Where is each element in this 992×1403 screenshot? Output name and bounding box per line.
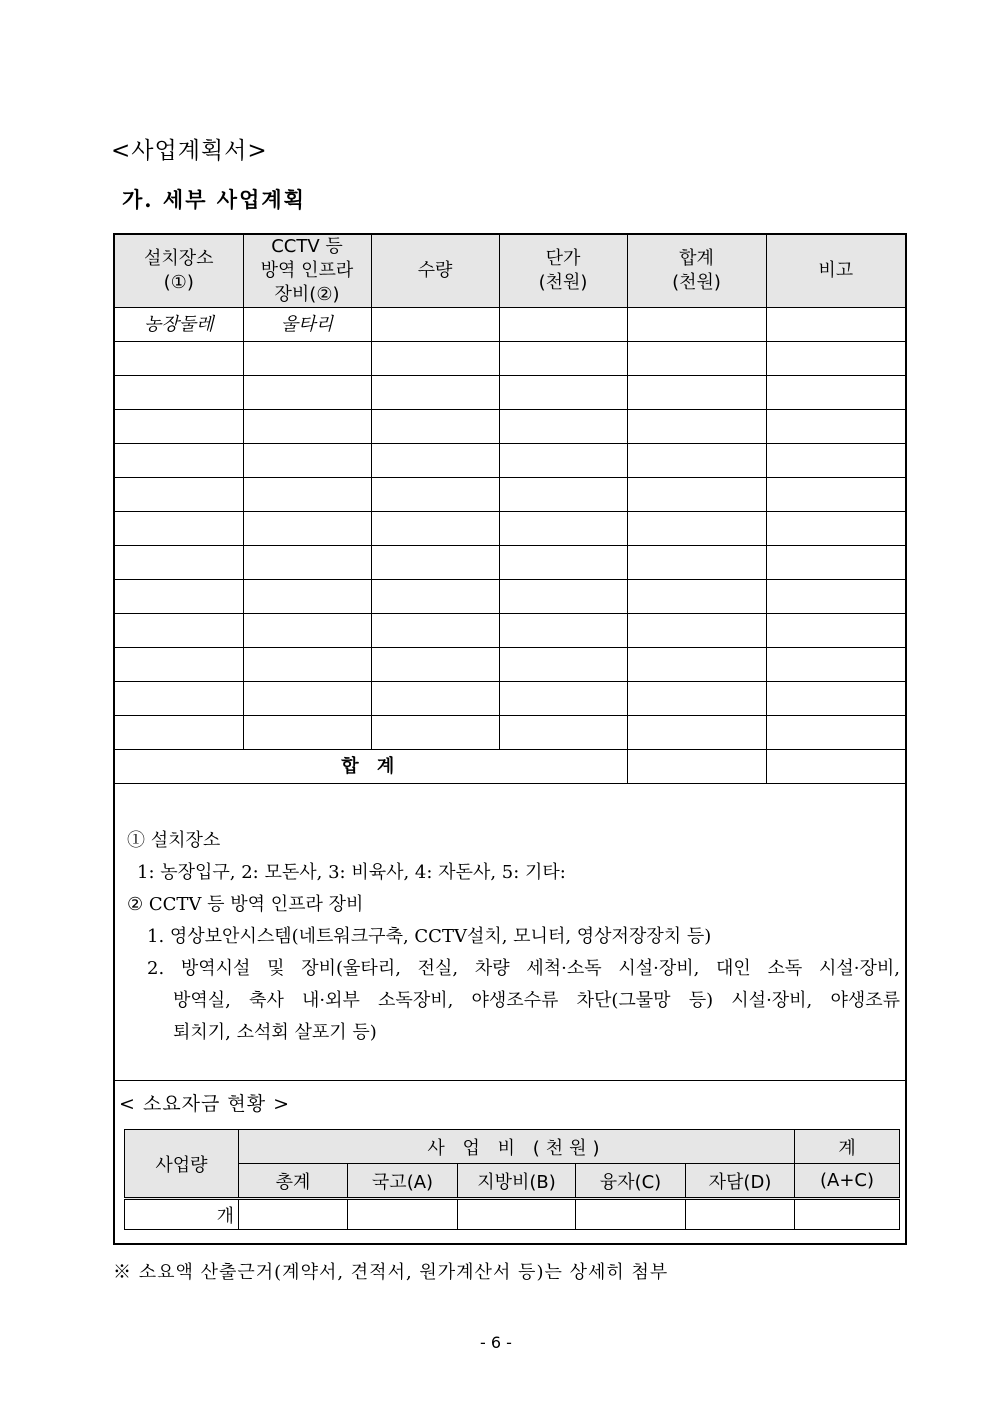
plan-cell[interactable] (243, 376, 371, 410)
note-equipment-item-1: 1. 영상보안시스템(네트워크구축, CCTV설치, 모니터, 영상저장장치 등) (147, 926, 712, 947)
section-title: 가. 세부 사업계획 (122, 187, 306, 212)
plan-cell[interactable] (627, 546, 766, 580)
plan-cell[interactable] (627, 308, 766, 342)
plan-cell[interactable] (499, 580, 627, 614)
fund-subheader-self: 자담(D) (686, 1164, 795, 1199)
plan-row (115, 410, 905, 444)
plan-header-text: 수량 (417, 260, 453, 281)
plan-cell[interactable] (627, 376, 766, 410)
plan-cell[interactable] (371, 444, 499, 478)
fund-subheader-national: 국고(A) (348, 1164, 458, 1199)
plan-header-text: 설치장소 (143, 248, 214, 269)
fund-sum-header-formula: (A+C) (795, 1164, 900, 1199)
plan-total-cell[interactable] (766, 750, 905, 784)
plan-header-text: 합계 (679, 248, 714, 269)
plan-header-cell (371, 235, 499, 308)
fund-quantity-header: 사업량 (125, 1130, 239, 1199)
plan-header-text: 장비(②) (274, 284, 340, 305)
note-equipment-item-2: 2. 방역시설 및 장비(울타리, 전실, 차량 세척·소독 시설·장비, 대인 소독 시설·장비, (147, 958, 900, 979)
fund-table (124, 1129, 900, 1230)
plan-cell[interactable] (766, 308, 905, 342)
note-install-place-title: ① 설치장소 (127, 830, 221, 851)
plan-header-text: 비고 (818, 260, 854, 281)
plan-cell[interactable] (627, 478, 766, 512)
plan-cell[interactable] (766, 478, 905, 512)
plan-cell[interactable] (371, 376, 499, 410)
plan-cell[interactable] (499, 444, 627, 478)
plan-cell[interactable] (371, 342, 499, 376)
plan-cell[interactable] (115, 410, 243, 444)
plan-total-row (115, 750, 905, 784)
fund-subheader-local: 지방비(B) (458, 1164, 576, 1199)
plan-cell[interactable] (115, 512, 243, 546)
plan-row (115, 342, 905, 376)
plan-cell[interactable] (371, 512, 499, 546)
plan-cell[interactable] (115, 682, 243, 716)
page-number: - 6 - (480, 1333, 512, 1352)
plan-cell[interactable] (499, 716, 627, 750)
plan-cell[interactable] (371, 478, 499, 512)
plan-cell[interactable] (243, 682, 371, 716)
plan-cell[interactable] (371, 716, 499, 750)
plan-cell[interactable] (627, 410, 766, 444)
plan-cell[interactable] (627, 342, 766, 376)
note-equipment-title: ② CCTV 등 방역 인프라 장비 (127, 894, 364, 915)
plan-cell[interactable] (371, 648, 499, 682)
plan-header-text: 단가 (545, 248, 581, 269)
plan-cell[interactable] (499, 308, 627, 342)
plan-header-cell (627, 235, 766, 308)
plan-cell[interactable] (499, 512, 627, 546)
plan-header-text: (천원) (538, 272, 588, 293)
plan-header-cell (243, 235, 371, 308)
plan-cell[interactable] (115, 614, 243, 648)
plan-cell[interactable] (243, 512, 371, 546)
plan-cell[interactable] (243, 580, 371, 614)
plan-cell[interactable] (766, 410, 905, 444)
plan-cell[interactable] (766, 682, 905, 716)
plan-cell[interactable] (766, 648, 905, 682)
plan-cell[interactable] (115, 444, 243, 478)
plan-cell[interactable] (243, 478, 371, 512)
plan-header-text: CCTV 등 (271, 236, 343, 257)
plan-cell[interactable] (766, 342, 905, 376)
plan-header-row (115, 235, 905, 308)
plan-cell[interactable] (499, 546, 627, 580)
notes (125, 825, 900, 1049)
fund-title: < 소요자금 현황 > (119, 1093, 291, 1115)
plan-row (115, 580, 905, 614)
plan-cell[interactable] (766, 580, 905, 614)
document-title: <사업계획서> (111, 138, 268, 164)
plan-cell[interactable] (115, 342, 243, 376)
note-equipment-item-2-cont: 방역실, 축사 내·외부 소독장비, 야생조수류 차단(그물망 등) 시설·장비, 야생조류 (173, 990, 900, 1011)
plan-row (115, 648, 905, 682)
fund-budget-header: 사 업 비 (천원) (239, 1130, 795, 1164)
plan-row (115, 546, 905, 580)
plan-cell[interactable] (499, 614, 627, 648)
plan-row (115, 478, 905, 512)
plan-cell[interactable] (371, 546, 499, 580)
plan-cell[interactable] (627, 682, 766, 716)
fund-cell-total (239, 1199, 348, 1230)
plan-cell[interactable] (499, 478, 627, 512)
plan-cell[interactable] (243, 716, 371, 750)
fund-divider (115, 1080, 905, 1081)
plan-cell[interactable] (766, 444, 905, 478)
plan-table (115, 235, 905, 784)
note-install-place-options: 1: 농장입구, 2: 모돈사, 3: 비육사, 4: 자돈사, 5: 기타: (137, 862, 566, 883)
plan-cell[interactable] (115, 580, 243, 614)
plan-header-cell (766, 235, 905, 308)
fund-quantity-unit: 개 (125, 1199, 239, 1230)
plan-cell[interactable] (115, 546, 243, 580)
fund-cell-sum (795, 1199, 900, 1230)
footnote: ※ 소요액 산출근거(계약서, 견적서, 원가계산서 등)는 상세히 첨부 (113, 1262, 669, 1283)
plan-cell[interactable] (243, 546, 371, 580)
plan-cell[interactable]: 울타리 (243, 308, 371, 342)
plan-cell[interactable] (627, 614, 766, 648)
plan-cell[interactable] (371, 580, 499, 614)
plan-row (115, 512, 905, 546)
plan-cell[interactable] (115, 648, 243, 682)
note-equipment-item-2-end: 퇴치기, 소석회 살포기 등) (173, 1022, 377, 1043)
fund-cell-self (686, 1199, 795, 1230)
plan-body (115, 308, 905, 784)
plan-header-cell (499, 235, 627, 308)
plan-cell[interactable] (115, 478, 243, 512)
plan-cell[interactable] (766, 546, 905, 580)
plan-row (115, 376, 905, 410)
fund-cell-national (348, 1199, 458, 1230)
plan-cell[interactable] (499, 376, 627, 410)
plan-cell[interactable] (243, 410, 371, 444)
plan-row (115, 444, 905, 478)
plan-cell[interactable] (115, 376, 243, 410)
plan-cell[interactable]: 농장둘레 (115, 308, 243, 342)
plan-cell[interactable] (766, 614, 905, 648)
plan-header-cell (115, 235, 243, 308)
plan-header-text: (①) (163, 272, 194, 293)
plan-row-example (115, 308, 905, 342)
fund-sum-header: 계 (795, 1130, 900, 1164)
plan-cell[interactable] (371, 308, 499, 342)
plan-row (115, 716, 905, 750)
plan-header-text: 방역 인프라 (260, 260, 354, 281)
plan-cell[interactable] (243, 614, 371, 648)
fund-subheader-loan: 융자(C) (576, 1164, 686, 1199)
fund-cell-local (458, 1199, 576, 1230)
plan-cell[interactable] (371, 682, 499, 716)
plan-cell[interactable] (627, 716, 766, 750)
plan-cell[interactable] (766, 716, 905, 750)
plan-row (115, 682, 905, 716)
plan-cell[interactable] (371, 614, 499, 648)
plan-cell[interactable] (766, 376, 905, 410)
fund-subheader-total: 총계 (239, 1164, 348, 1199)
plan-cell[interactable] (627, 444, 766, 478)
plan-cell[interactable] (115, 716, 243, 750)
plan-cell[interactable] (499, 682, 627, 716)
plan-total-label: 합 계 (115, 750, 627, 784)
plan-cell[interactable] (243, 648, 371, 682)
plan-header-text: (천원) (672, 272, 721, 293)
plan-cell[interactable] (627, 512, 766, 546)
plan-row (115, 614, 905, 648)
plan-cell[interactable] (371, 410, 499, 444)
plan-cell[interactable] (243, 342, 371, 376)
plan-cell[interactable] (499, 410, 627, 444)
plan-cell[interactable] (499, 342, 627, 376)
plan-cell[interactable] (627, 648, 766, 682)
plan-cell[interactable] (627, 580, 766, 614)
fund-cell-loan (576, 1199, 686, 1230)
plan-box (113, 233, 907, 1245)
plan-cell[interactable] (243, 444, 371, 478)
plan-cell[interactable] (766, 512, 905, 546)
plan-cell[interactable] (499, 648, 627, 682)
plan-total-cell[interactable] (627, 750, 766, 784)
